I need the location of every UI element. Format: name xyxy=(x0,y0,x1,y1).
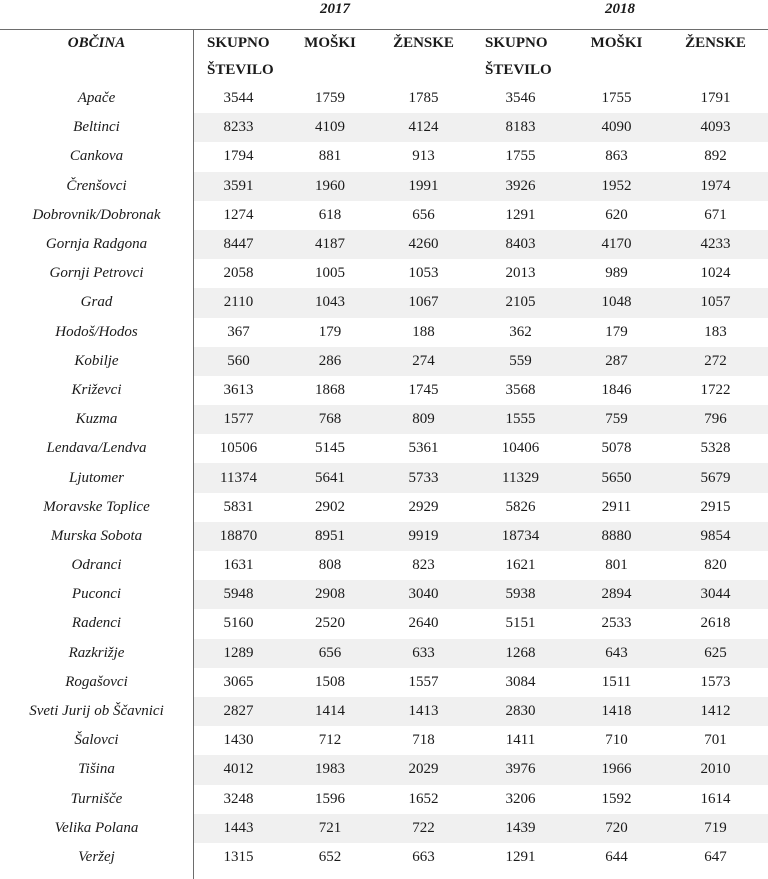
total-2017-cell: 3613 xyxy=(223,381,254,398)
female-2018-cell: 4093 xyxy=(663,113,768,142)
total-2018-cell: 3206 xyxy=(505,790,536,807)
header-total-2017-line2: ŠTEVILO xyxy=(207,62,274,78)
municipality-name-cell: Ljutomer xyxy=(68,469,124,486)
female-2018-cell: 183 xyxy=(704,323,727,340)
municipality-name-cell: Turnišče xyxy=(70,790,123,807)
total-2018-cell: 3976 xyxy=(471,755,570,784)
total-2017-cell: 1289 xyxy=(193,639,284,668)
female-2018-cell: 701 xyxy=(704,732,727,749)
year-2018-label: 2018 xyxy=(605,1,635,17)
header-female-2017: ŽENSKE xyxy=(393,35,454,51)
table-row xyxy=(0,697,768,726)
male-2018-cell: 710 xyxy=(605,732,628,749)
female-2017-cell: 5361 xyxy=(408,440,439,457)
female-2017-cell: 913 xyxy=(412,148,435,165)
header-female-2018: ŽENSKE xyxy=(685,35,746,51)
total-2018-cell: 2830 xyxy=(471,697,570,726)
male-2017-cell: 721 xyxy=(284,814,376,843)
male-2018-cell: 1592 xyxy=(601,790,632,807)
male-2017-cell: 1983 xyxy=(284,755,376,784)
municipality-name-cell: Tišina xyxy=(78,761,115,778)
female-2017-cell: 809 xyxy=(376,405,471,434)
female-2018-cell: 1722 xyxy=(700,381,731,398)
female-2018-cell: 3044 xyxy=(663,580,768,609)
female-2018-cell: 2618 xyxy=(700,615,731,632)
municipality-name-cell: Radenci xyxy=(71,615,122,632)
total-2017-cell: 1794 xyxy=(223,148,254,165)
total-2018-cell: 362 xyxy=(509,323,532,340)
table-row xyxy=(0,84,768,113)
female-2018-cell: 1024 xyxy=(700,265,731,282)
female-2017-cell: 633 xyxy=(376,639,471,668)
header-total-2018-line2: ŠTEVILO xyxy=(485,62,552,78)
male-2018-cell: 4170 xyxy=(570,230,663,259)
total-2017-cell: 1315 xyxy=(223,848,254,865)
total-2017-cell: 3065 xyxy=(223,673,254,690)
total-2018-cell: 1411 xyxy=(505,732,536,749)
female-2018-cell: 1412 xyxy=(663,697,768,726)
male-2017-cell: 5145 xyxy=(315,440,345,457)
female-2017-cell: 1557 xyxy=(408,673,439,690)
municipality-name-cell: Rogašovci xyxy=(65,673,128,690)
female-2017-cell: 9919 xyxy=(376,522,471,551)
female-2018-cell: 2915 xyxy=(700,498,731,515)
male-2018-cell: 1966 xyxy=(570,755,663,784)
female-2017-cell: 274 xyxy=(376,347,471,376)
municipality-name-cell: Kuzma xyxy=(75,411,118,428)
female-2018-cell: 1614 xyxy=(700,790,731,807)
female-2017-cell: 2929 xyxy=(408,498,439,515)
table-row xyxy=(0,376,768,405)
male-2018-cell: 179 xyxy=(605,323,628,340)
municipality-name-cell: Gornji Petrovci xyxy=(49,265,144,282)
female-2017-cell: 2029 xyxy=(376,755,471,784)
female-2018-cell: 272 xyxy=(663,347,768,376)
table-row xyxy=(0,668,768,697)
female-2017-cell: 663 xyxy=(412,848,435,865)
total-2017-cell: 3248 xyxy=(223,790,254,807)
municipality-name-cell: Apače xyxy=(77,90,116,107)
female-2017-cell: 1413 xyxy=(376,697,471,726)
male-2017-cell: 2520 xyxy=(315,615,345,632)
total-2017-cell: 367 xyxy=(227,323,250,340)
male-2017-cell: 1508 xyxy=(315,673,345,690)
table-row xyxy=(0,288,768,317)
male-2017-cell: 1868 xyxy=(315,381,345,398)
municipality-name-cell: Odranci xyxy=(71,557,122,574)
column-divider xyxy=(193,30,194,879)
table-row xyxy=(0,843,768,872)
total-2018-cell: 3926 xyxy=(471,172,570,201)
total-2017-cell: 5831 xyxy=(223,498,254,515)
total-2018-cell: 1621 xyxy=(505,557,536,574)
female-2018-cell: 625 xyxy=(663,639,768,668)
header-total-2018-line1: SKUPNO xyxy=(485,35,548,51)
table-row xyxy=(0,814,768,843)
municipality-name-cell: Lendava/Lendva xyxy=(46,440,147,457)
table-row xyxy=(0,434,768,463)
male-2017-cell: 808 xyxy=(318,557,342,574)
total-2018-cell: 1439 xyxy=(471,814,570,843)
male-2017-cell: 881 xyxy=(318,148,342,165)
female-2018-cell: 9854 xyxy=(663,522,768,551)
male-2017-cell: 286 xyxy=(284,347,376,376)
table-row xyxy=(0,113,768,142)
male-2018-cell: 643 xyxy=(570,639,663,668)
female-2018-cell: 671 xyxy=(704,206,727,223)
female-2017-cell: 4260 xyxy=(376,230,471,259)
male-2017-cell: 1759 xyxy=(315,90,345,107)
total-2018-cell: 1555 xyxy=(471,405,570,434)
female-2017-cell: 1785 xyxy=(408,90,439,107)
male-2017-cell: 179 xyxy=(318,323,342,340)
total-2017-cell: 10506 xyxy=(219,440,258,457)
male-2017-cell: 1005 xyxy=(315,265,345,282)
female-2018-cell: 5328 xyxy=(700,440,731,457)
total-2017-cell: 1430 xyxy=(223,732,254,749)
male-2018-cell: 1952 xyxy=(570,172,663,201)
table-row xyxy=(0,493,768,522)
male-2018-cell: 4090 xyxy=(570,113,663,142)
female-2018-cell: 1573 xyxy=(700,673,731,690)
female-2018-cell: 1791 xyxy=(700,90,731,107)
municipality-name-cell: Črenšovci xyxy=(66,177,127,194)
header-male-2018: MOŠKI xyxy=(590,35,643,51)
female-2017-cell: 4124 xyxy=(376,113,471,142)
municipality-name-cell: Murska Sobota xyxy=(50,527,143,544)
total-2018-cell: 10406 xyxy=(501,440,540,457)
total-2017-cell: 1274 xyxy=(223,206,254,223)
header-male-2017: MOŠKI xyxy=(304,35,356,51)
municipality-name-cell: Beltinci xyxy=(73,119,120,136)
male-2017-cell: 5641 xyxy=(284,463,376,492)
female-2018-cell: 719 xyxy=(663,814,768,843)
total-2017-cell: 3544 xyxy=(223,90,254,107)
female-2017-cell: 718 xyxy=(412,732,435,749)
female-2017-cell: 3040 xyxy=(376,580,471,609)
male-2018-cell: 2533 xyxy=(601,615,632,632)
female-2017-cell: 2640 xyxy=(408,615,439,632)
male-2018-cell: 644 xyxy=(605,848,628,865)
male-2017-cell: 768 xyxy=(284,405,376,434)
table-row xyxy=(0,347,768,376)
male-2017-cell: 2902 xyxy=(315,498,345,515)
female-2018-cell: 820 xyxy=(704,557,727,574)
total-2017-cell: 1631 xyxy=(223,557,254,574)
municipality-name-cell: Cankova xyxy=(69,148,124,165)
municipality-name-cell: Velika Polana xyxy=(54,819,139,836)
total-2018-cell: 1755 xyxy=(505,148,536,165)
table-row xyxy=(0,463,768,492)
year-header-row xyxy=(0,0,768,29)
female-2017-cell: 1745 xyxy=(408,381,439,398)
total-2018-cell: 3084 xyxy=(505,673,536,690)
table-row xyxy=(0,785,768,814)
table-row xyxy=(0,580,768,609)
municipality-name-cell: Križevci xyxy=(71,381,122,398)
table-body xyxy=(0,84,768,872)
column-header-row xyxy=(0,30,768,84)
municipality-name-cell: Sveti Jurij ob Ščavnici xyxy=(29,703,164,720)
total-2018-cell: 3568 xyxy=(505,381,536,398)
male-2017-cell: 4187 xyxy=(284,230,376,259)
female-2018-cell: 647 xyxy=(704,848,727,865)
header-total-2018 xyxy=(471,30,570,84)
total-2018-cell: 2013 xyxy=(505,265,536,282)
total-2017-cell: 18870 xyxy=(193,522,284,551)
female-2018-cell: 892 xyxy=(704,148,727,165)
header-municipality: OBČINA xyxy=(67,35,126,51)
total-2017-cell: 3591 xyxy=(193,172,284,201)
male-2018-cell: 2894 xyxy=(570,580,663,609)
male-2017-cell: 4109 xyxy=(284,113,376,142)
total-2017-cell: 1577 xyxy=(193,405,284,434)
female-2018-cell: 4233 xyxy=(663,230,768,259)
male-2017-cell: 1960 xyxy=(284,172,376,201)
total-2017-cell: 2058 xyxy=(223,265,254,282)
total-2017-cell: 5160 xyxy=(223,615,254,632)
total-2017-cell: 8233 xyxy=(193,113,284,142)
header-total-2017-line1: SKUPNO xyxy=(207,35,270,51)
table-row xyxy=(0,405,768,434)
municipality-name-cell: Puconci xyxy=(71,586,122,603)
population-table xyxy=(0,30,768,872)
total-2018-cell: 5151 xyxy=(505,615,536,632)
total-2018-cell: 2105 xyxy=(471,288,570,317)
female-2017-cell: 656 xyxy=(412,206,435,223)
total-2017-cell: 5948 xyxy=(193,580,284,609)
male-2017-cell: 618 xyxy=(318,206,342,223)
municipality-name-cell: Grad xyxy=(80,294,113,311)
male-2017-cell: 1043 xyxy=(284,288,376,317)
table-row xyxy=(0,755,768,784)
male-2018-cell: 2911 xyxy=(601,498,632,515)
male-2018-cell: 759 xyxy=(570,405,663,434)
male-2018-cell: 989 xyxy=(605,265,628,282)
total-2017-cell: 1443 xyxy=(193,814,284,843)
total-2018-cell: 11329 xyxy=(471,463,570,492)
table-row xyxy=(0,172,768,201)
male-2018-cell: 1846 xyxy=(601,381,632,398)
total-2018-cell: 5826 xyxy=(505,498,536,515)
female-2018-cell: 5679 xyxy=(663,463,768,492)
header-total-2017 xyxy=(193,30,284,84)
municipality-name-cell: Razkrižje xyxy=(68,644,125,661)
total-2018-cell: 3546 xyxy=(505,90,536,107)
male-2017-cell: 656 xyxy=(284,639,376,668)
total-2018-cell: 8183 xyxy=(471,113,570,142)
table-row xyxy=(0,201,768,230)
male-2017-cell: 1414 xyxy=(284,697,376,726)
male-2018-cell: 801 xyxy=(605,557,628,574)
total-2018-cell: 559 xyxy=(471,347,570,376)
female-2017-cell: 823 xyxy=(412,557,435,574)
total-2017-cell: 4012 xyxy=(193,755,284,784)
municipality-name-cell: Kobilje xyxy=(74,352,119,369)
female-2017-cell: 1067 xyxy=(376,288,471,317)
male-2017-cell: 1596 xyxy=(315,790,345,807)
female-2017-cell: 1991 xyxy=(376,172,471,201)
male-2018-cell: 1048 xyxy=(570,288,663,317)
total-2018-cell: 5938 xyxy=(471,580,570,609)
female-2017-cell: 1652 xyxy=(408,790,439,807)
female-2017-cell: 5733 xyxy=(376,463,471,492)
total-2017-cell: 8447 xyxy=(193,230,284,259)
year-2017-label: 2017 xyxy=(320,1,350,17)
male-2018-cell: 5650 xyxy=(570,463,663,492)
total-2018-cell: 1291 xyxy=(505,848,536,865)
male-2017-cell: 8951 xyxy=(284,522,376,551)
municipality-name-cell: Hodoš/Hodos xyxy=(55,323,138,340)
table-row xyxy=(0,142,768,171)
female-2017-cell: 1053 xyxy=(408,265,439,282)
male-2018-cell: 1755 xyxy=(601,90,632,107)
municipality-name-cell: Gornja Radgona xyxy=(45,236,148,253)
male-2018-cell: 8880 xyxy=(570,522,663,551)
female-2018-cell: 1057 xyxy=(663,288,768,317)
table-row xyxy=(0,318,768,347)
male-2018-cell: 1418 xyxy=(570,697,663,726)
table-row xyxy=(0,639,768,668)
female-2018-cell: 796 xyxy=(663,405,768,434)
table-row xyxy=(0,259,768,288)
total-2018-cell: 8403 xyxy=(471,230,570,259)
male-2018-cell: 620 xyxy=(605,206,628,223)
female-2018-cell: 2010 xyxy=(663,755,768,784)
male-2017-cell: 2908 xyxy=(284,580,376,609)
table-row xyxy=(0,726,768,755)
municipality-name-cell: Šalovci xyxy=(74,732,119,749)
table-row xyxy=(0,522,768,551)
municipality-name-cell: Dobrovnik/Dobronak xyxy=(32,206,161,223)
table-row xyxy=(0,230,768,259)
total-2017-cell: 560 xyxy=(193,347,284,376)
total-2017-cell: 11374 xyxy=(193,463,284,492)
male-2018-cell: 5078 xyxy=(601,440,632,457)
municipality-name-cell: Veržej xyxy=(78,848,115,865)
female-2018-cell: 1974 xyxy=(663,172,768,201)
male-2017-cell: 652 xyxy=(318,848,342,865)
female-2017-cell: 188 xyxy=(412,323,435,340)
total-2018-cell: 1268 xyxy=(471,639,570,668)
table-row xyxy=(0,609,768,638)
total-2017-cell: 2827 xyxy=(193,697,284,726)
female-2017-cell: 722 xyxy=(376,814,471,843)
male-2017-cell: 712 xyxy=(318,732,342,749)
male-2018-cell: 287 xyxy=(570,347,663,376)
male-2018-cell: 720 xyxy=(570,814,663,843)
total-2018-cell: 18734 xyxy=(471,522,570,551)
municipality-name-cell: Moravske Toplice xyxy=(43,498,150,515)
table-row xyxy=(0,551,768,580)
total-2017-cell: 2110 xyxy=(193,288,284,317)
male-2018-cell: 1511 xyxy=(601,673,632,690)
total-2018-cell: 1291 xyxy=(505,206,536,223)
male-2018-cell: 863 xyxy=(605,148,628,165)
